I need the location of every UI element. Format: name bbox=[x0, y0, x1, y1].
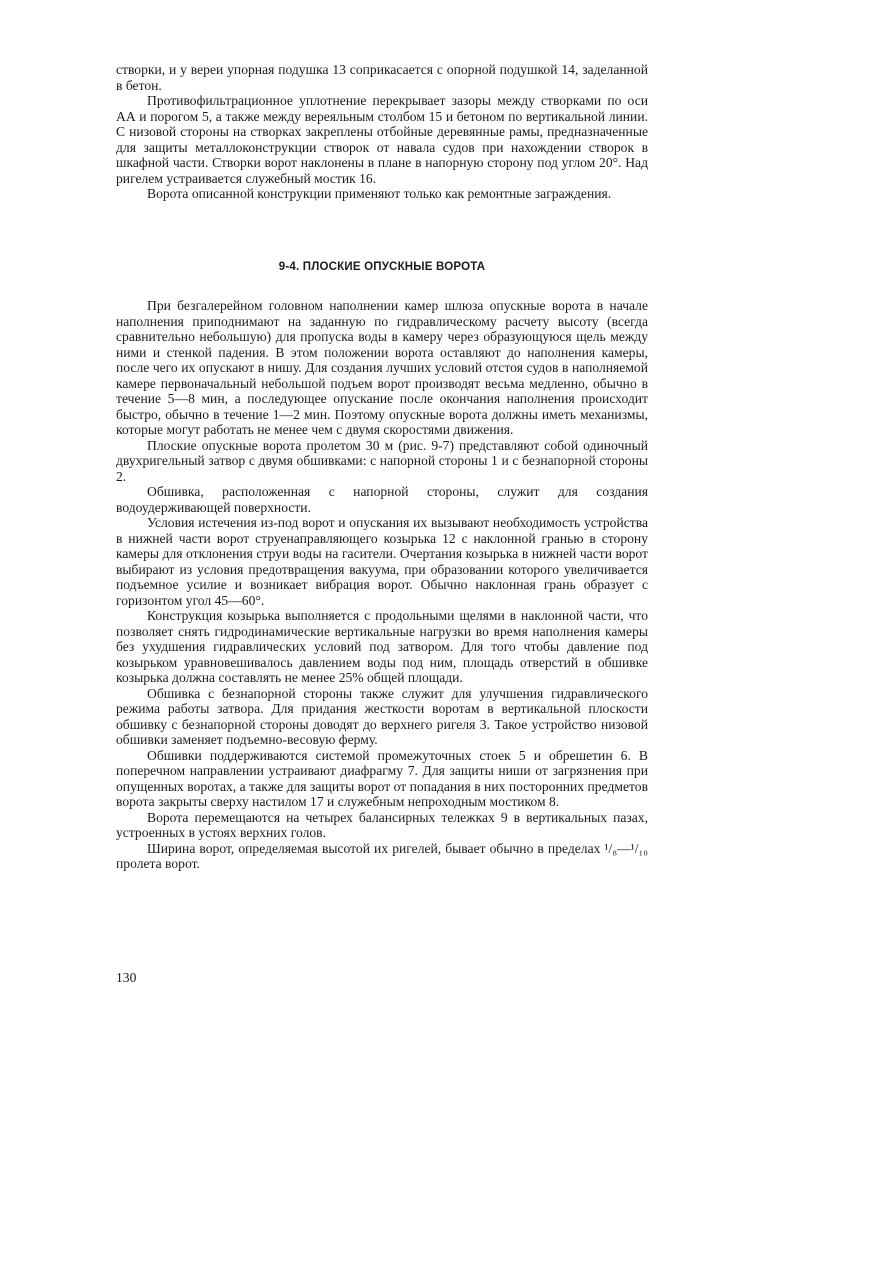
paragraph: Ширина ворот, определяемая высотой их ригелей, бывает обычно в пределах ¹/₈—¹/₁₀ пролета ворот. bbox=[116, 840, 648, 871]
paragraph: Обшивки поддерживаются системой промежуточных стоек 5 и обрешетин 6. В поперечном направлении устраивают диафрагму 7. Для защиты ниши от загрязнения при опущенных воротах, а также для защиты ворот от попадания в них посторонних предметов ворота закрыты сверху настилом 17 и служебным непроходным мостиком 8. bbox=[116, 747, 648, 809]
paragraph: Обшивка, расположенная с напорной стороны, служит для создания водоудерживающей поверхности. bbox=[116, 484, 648, 515]
paragraph: При безгалерейном головном наполнении камер шлюза опускные ворота в начале наполнения приподнимают на заданную по гидравлическому расчету высоту (всегда сравнительно небольшую) для пропуска воды в камеру через образующуюся щель между ними и стенкой падения. В этом положении ворота оставляют до наполнения камеры, после чего их опускают в нишу. Для создания лучших условий отстоя судов в наполняемой камере первоначальный небольшой подъем ворот производят весьма медленно, обычно в течение 5—8 мин, а последующее опускание после окончания наполнения происходит быстро, обычно в течение 1—2 мин. Поэтому опускные ворота должны иметь механизмы, которые могут работать не менее чем с двумя скоростями движения. bbox=[116, 298, 648, 437]
paragraph: Ворота перемещаются на четырех балансирных тележках 9 в вертикальных пазах, устроенных в устоях верхних голов. bbox=[116, 809, 648, 840]
paragraph: Плоские опускные ворота пролетом 30 м (рис. 9-7) представляют собой одиночный двухригельный затвор с двумя обшивками: с напорной стороны 1 и с безнапорной стороны 2. bbox=[116, 437, 648, 484]
main-paragraphs bbox=[116, 298, 648, 872]
paragraph-continuation: створки, и у вереи упорная подушка 13 соприкасается с опорной подушкой 14, заделанной в бетон. bbox=[116, 62, 648, 93]
page-number: 130 bbox=[116, 970, 137, 985]
paragraph: Обшивка с безнапорной стороны также служит для улучшения гидравлического режима работы затвора. Для придания жесткости воротам в вертикальной плоскости обшивку с безнапорной стороны доводят до верхнего ригеля 3. Такое устройство низовой обшивки заменяет подъемно-весовую ферму. bbox=[116, 685, 648, 747]
paragraph: Конструкция козырька выполняется с продольными щелями в наклонной части, что позволяет снять гидродинамические вертикальные нагрузки во время наполнения камеры без ухудшения гидравлических условий под затвором. Для того чтобы давление под козырьком уравновешивалось давлением воды под ним, площадь отверстий в обшивке козырька должна составлять не менее 25% общей площади. bbox=[116, 608, 648, 685]
top-paragraphs bbox=[116, 62, 648, 202]
paragraph: Ворота описанной конструкции применяют только как ремонтные заграждения. bbox=[147, 186, 612, 201]
section-heading: 9-4. ПЛОСКИЕ ОПУСКНЫЕ ВОРОТА bbox=[278, 261, 486, 273]
section-heading-wrap bbox=[116, 261, 648, 273]
paragraph: Противофильтрационное уплотнение перекрывает зазоры между створками по оси АА и порогом 5, а также между вереяльным столбом 15 и бетоном по вертикальной линии. С низовой стороны на створках закреплены отбойные деревянные рамы, предназначенные для защиты металлоконструкции створок от навала судов при нахождении створок в шкафной части. Створки ворот наклонены в плане в напорную сторону под углом 20°. Над ригелем устраивается служебный мостик 16. bbox=[116, 93, 648, 186]
paragraph: Условия истечения из-под ворот и опускания их вызывают необходимость устройства в нижней части ворот струенаправляющего козырька 12 с наклонной гранью в сторону камеры для отклонения струи воды на гасители. Очертания козырька в нижней части ворот выбирают из условия предотвращения вакуума, при образовании которого увеличивается подъемное усилие и возникает вибрация ворот. Обычно наклонная грань образует с горизонтом угол 45—60°. bbox=[116, 515, 648, 608]
